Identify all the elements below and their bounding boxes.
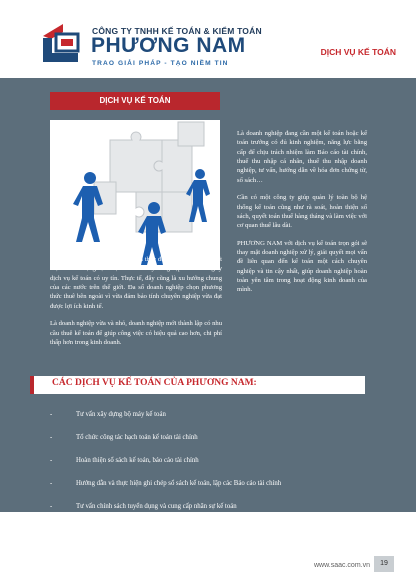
content-panel — [0, 78, 416, 512]
services-heading: CÁC DỊCH VỤ KẾ TOÁN CỦA PHƯƠNG NAM: — [52, 378, 257, 388]
website-link[interactable]: www.saac.com.vn — [313, 562, 370, 569]
right-paragraph-3: PHƯƠNG NAM với dịch vụ kế toán trọn gói sẽ thay mặt doanh nghiệp xử lý, giải quyết mọi vấn đề liên quan đến kế toán một cách chuyên nghiệp và tin cậy nhất, giúp doanh nghiệp hoàn toàn yên tâm trong hoạt động kinh doanh của mình. — [237, 239, 367, 294]
puzzle-people-illustration — [50, 120, 220, 270]
services-heading-bar — [30, 376, 365, 394]
left-paragraph-1: Hiện nay, nhiều doanh nghiệp nhìn thấy được những lợi ích thiết thực khi sử dụng dịch vụ kế toán chuyên nghiệp từ các công ty dịch vụ kế toán có uy tín. Thực tế, đây cũng là xu hướng chung của các nước trên thế giới. Đa số doanh nghiệp chọn phương thức thuê bên ngoài vì vừa đảm bảo tính chuyên nghiệp vừa đạt được lợi ích kinh tế. — [50, 256, 222, 310]
header-section-label: DỊCH VỤ KẾ TOÁN — [320, 47, 396, 57]
list-dash: - — [50, 457, 53, 464]
service-item — [50, 503, 380, 510]
list-dash: - — [50, 480, 53, 487]
list-dash: - — [50, 503, 53, 510]
services-section — [0, 368, 416, 512]
service-item — [50, 434, 380, 441]
company-brand-name: PHƯƠNG NAM — [91, 34, 246, 57]
service-item-text: Tư vấn chính sách tuyển dụng và cung cấp nhân sự kế toán — [76, 503, 237, 510]
list-dash: - — [50, 411, 53, 418]
section-title-tab: DỊCH VỤ KẾ TOÁN — [50, 92, 220, 110]
page-number: 19 — [374, 556, 394, 572]
page-header — [0, 0, 416, 78]
service-item-text: Hướng dẫn và thực hiện ghi chép sổ sách kế toán, lập các Báo cáo tài chính — [76, 480, 282, 487]
left-text-column — [50, 255, 222, 355]
service-item — [50, 480, 380, 487]
service-item — [50, 411, 380, 418]
service-item-text: Tư vấn xây dựng bộ máy kế toán — [76, 411, 166, 418]
left-paragraph-2: Là doanh nghiệp vừa và nhỏ, doanh nghiệp mới thành lập có nhu cầu thuê kế toán để giúp công việc có hiệu quả cao hơn, chi phí thấp hơn trong kinh doanh. — [50, 320, 222, 346]
service-item — [50, 457, 380, 464]
company-tagline: TRAO GIẢI PHÁP - TẠO NIỀM TIN — [92, 60, 229, 67]
page-footer — [0, 512, 416, 588]
service-item-text: Tổ chức công tác hạch toán kế toán tài chính — [76, 434, 198, 441]
hero-illustration — [50, 120, 220, 270]
company-legal-name: CÔNG TY TNHH KẾ TOÁN & KIỂM TOÁN — [92, 26, 262, 36]
list-dash: - — [50, 434, 53, 441]
right-paragraph-1: Là doanh nghiệp đang cần một kế toán hoặc kế toán trưởng có đủ kinh nghiệm, năng lực bằng cấp để chịu trách nhiệm làm Báo cáo tài chính, thuế thu nhập cá nhân, thuế thu nhập doanh nghiệp, tư vấn, hướng dẫn về hóa đơn chứng từ, sổ sách… — [237, 130, 367, 184]
service-item-text: Hoàn thiện sổ sách kế toán, báo cáo tài chính — [76, 457, 199, 464]
right-text-column — [237, 129, 367, 303]
right-paragraph-2: Cần có một công ty giúp quản lý toàn bộ hệ thống kế toán cũng như rà soát, hoàn thiện sổ sách, quyết toán thuế hàng tháng và làm việc với cơ quan thuế lâu dài. — [237, 194, 367, 230]
company-logo-icon — [41, 22, 85, 64]
